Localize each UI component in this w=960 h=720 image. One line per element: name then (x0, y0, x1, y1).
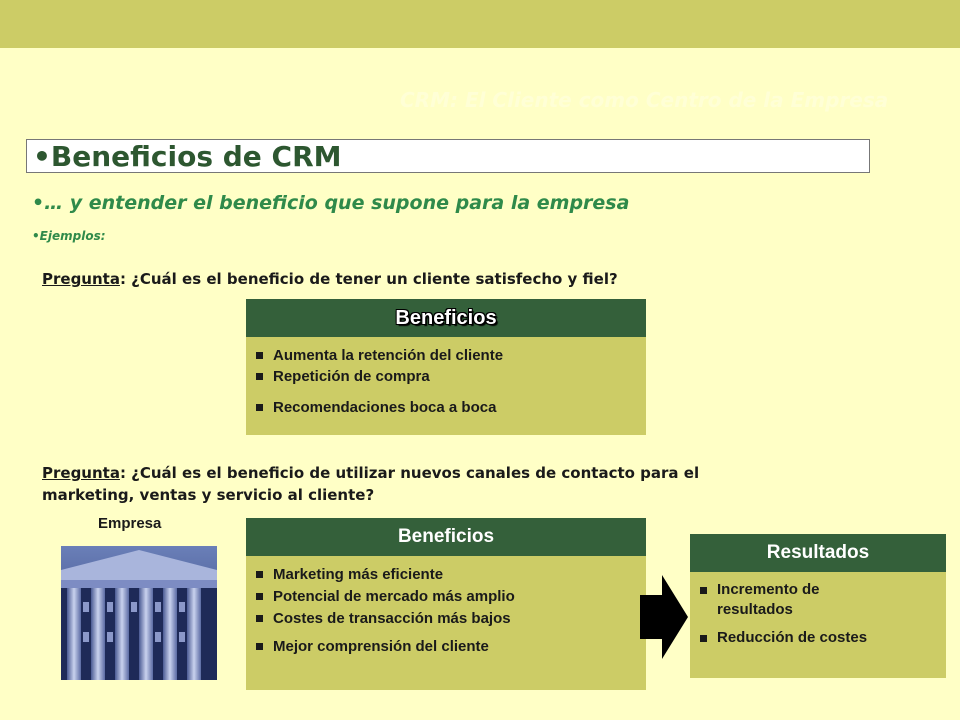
list-item: Potencial de mercado más amplio (256, 586, 640, 608)
benefits-box-2-list (256, 564, 640, 658)
results-box-list (700, 580, 940, 648)
top-bar (0, 0, 960, 48)
slide-header-title: CRM: El Cliente como Centro de la Empresa (400, 88, 889, 112)
list-item: Incremento de resultados (700, 580, 847, 620)
question-1 (42, 268, 762, 290)
question-2 (42, 462, 782, 506)
benefits-box-1 (246, 299, 646, 435)
question-1-text: : ¿Cuál es el beneficio de tener un cliente satisfecho y fiel? (119, 270, 618, 288)
list-item: Recomendaciones boca a boca (256, 397, 640, 418)
subtitle: •… y entender el beneficio que supone para la empresa (32, 192, 630, 214)
benefits-box-1-heading: Beneficios (246, 299, 646, 337)
page-title: •Beneficios de CRM (33, 140, 342, 173)
list-item: Costes de transacción más bajos (256, 608, 640, 630)
results-box (690, 534, 946, 678)
right-arrow-icon (640, 575, 688, 659)
question-2-label: Pregunta (42, 464, 120, 482)
benefits-box-2 (246, 518, 646, 690)
examples-label: •Ejemplos: (32, 229, 106, 243)
list-item: Repetición de compra (256, 366, 640, 387)
benefits-box-1-list (256, 345, 640, 418)
list-item: Reducción de costes (700, 628, 940, 648)
benefits-box-2-heading: Beneficios (246, 518, 646, 556)
building-image (61, 546, 217, 680)
list-item: Mejor comprensión del cliente (256, 636, 640, 658)
question-2-text: : ¿Cuál es el beneficio de utilizar nuevos canales de contacto para el marketing, ventas y servicio al cliente? (42, 464, 700, 504)
empresa-label: Empresa (98, 515, 162, 532)
list-item: Marketing más eficiente (256, 564, 640, 586)
title-box (26, 139, 870, 173)
list-item: Aumenta la retención del cliente (256, 345, 640, 366)
results-box-heading: Resultados (690, 534, 946, 572)
question-1-label: Pregunta (42, 270, 120, 288)
